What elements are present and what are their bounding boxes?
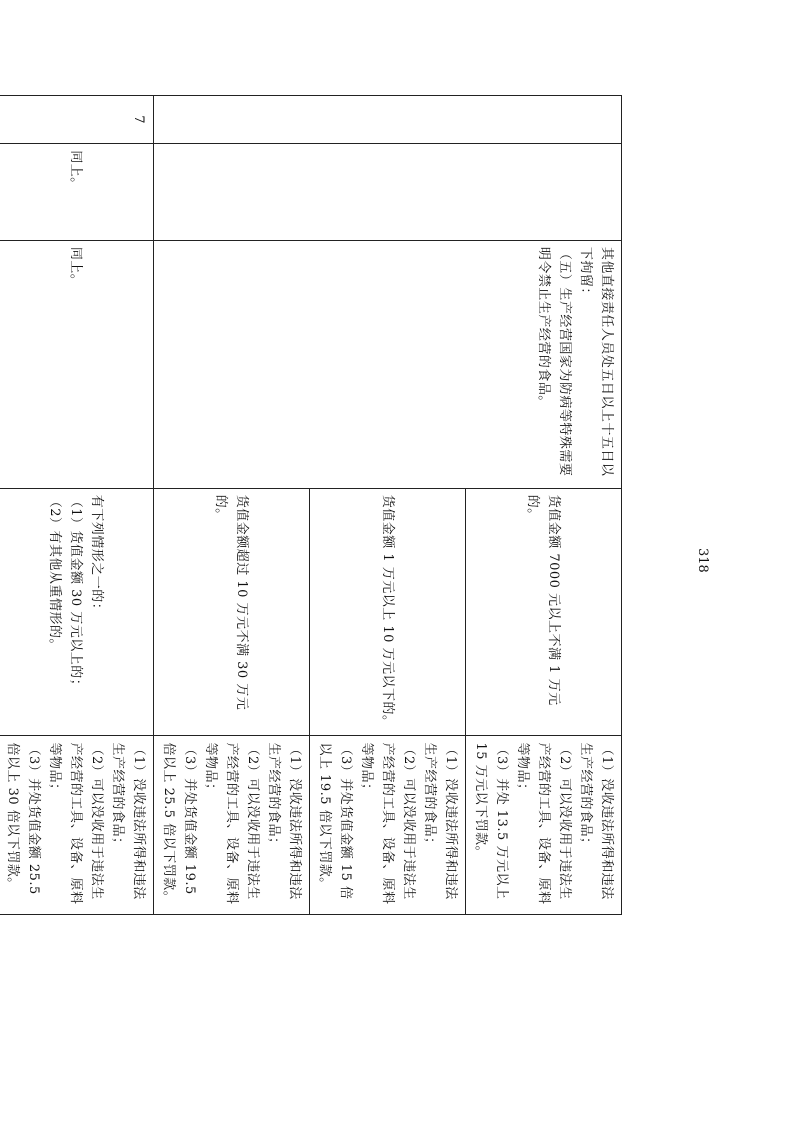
- penalty-item: （2）可以没收用于违法生产经营的工具、设备、原料等物品；: [515, 742, 572, 905]
- detail-text: 同上。: [68, 246, 83, 288]
- amount-cell: [154, 488, 310, 736]
- row-number: 7: [131, 115, 146, 125]
- penalty-cell: [0, 736, 154, 915]
- detail-text: 其他直接责任人员处五日以上十五日以下拘留：: [578, 246, 614, 477]
- amount-text: 货值金额 1 万元以上 10 万元以下的。: [380, 494, 395, 729]
- amount-intro: 有下列情形之一的：: [89, 494, 104, 617]
- law-basis-cell: [154, 144, 622, 241]
- penalty-item: （3）并处货值金额 15 倍以上 19.5 倍以下罚款。: [317, 742, 353, 900]
- detail-item: （五）生产经营国家为防病等特殊需要明令禁止生产经营的食品。: [536, 246, 572, 477]
- penalty-item: （2）可以没收用于违法生产经营的工具、设备、原料等物品；: [47, 742, 104, 905]
- penalty-item: （2）可以没收用于违法生产经营的工具、设备、原料等物品；: [359, 742, 416, 905]
- penalty-item: （3）并处货值金额 25.5 倍以上 30 倍以下罚款。: [5, 742, 41, 895]
- penalty-cell: [154, 736, 310, 915]
- violation-detail-cell: [0, 240, 154, 488]
- law-basis-text: 同上。: [68, 150, 83, 191]
- penalty-item: （3）并处货值金额 19.5 倍以上 25.5 倍以下罚款。: [161, 742, 197, 905]
- table-row: [0, 96, 154, 915]
- amount-cell: [310, 488, 466, 736]
- law-basis-cell: [0, 144, 154, 241]
- penalty-item: （1）没收违法所得和违法生产经营的食品；: [266, 742, 302, 900]
- row-number-cell: [154, 96, 622, 144]
- page-number: 318: [695, 548, 710, 573]
- rotated-table-wrapper: [5, 95, 622, 915]
- penalty-item: （1）没收违法所得和违法生产经营的食品；: [110, 742, 146, 900]
- amount-item: （2）有其他从重情形的。: [47, 494, 62, 652]
- penalty-cell: [466, 736, 622, 915]
- amount-text: 货值金额 7000 元以上不满 1 万元的。: [525, 494, 562, 706]
- amount-text: 货值金额超过 10 万元不满 30 万元的。: [213, 494, 250, 711]
- amount-cell: [466, 488, 622, 736]
- amount-item: （1）货值金额 30 万元以上的；: [68, 494, 83, 693]
- penalty-item: （1）没收违法所得和违法生产经营的食品；: [422, 742, 458, 900]
- penalty-item: （2）可以没收用于违法生产经营的工具、设备、原料等物品；: [203, 742, 260, 905]
- row-number-cell: [0, 96, 154, 144]
- penalty-table: [0, 95, 622, 915]
- penalty-item: （1）没收违法所得和违法生产经营的食品；: [578, 742, 614, 900]
- table-row: [466, 96, 622, 915]
- violation-detail-cell: [154, 240, 622, 488]
- penalty-item: （3）并处 13.5 万元以上 15 万元以下罚款。: [473, 742, 509, 900]
- penalty-cell: [310, 736, 466, 915]
- amount-cell: [0, 488, 154, 736]
